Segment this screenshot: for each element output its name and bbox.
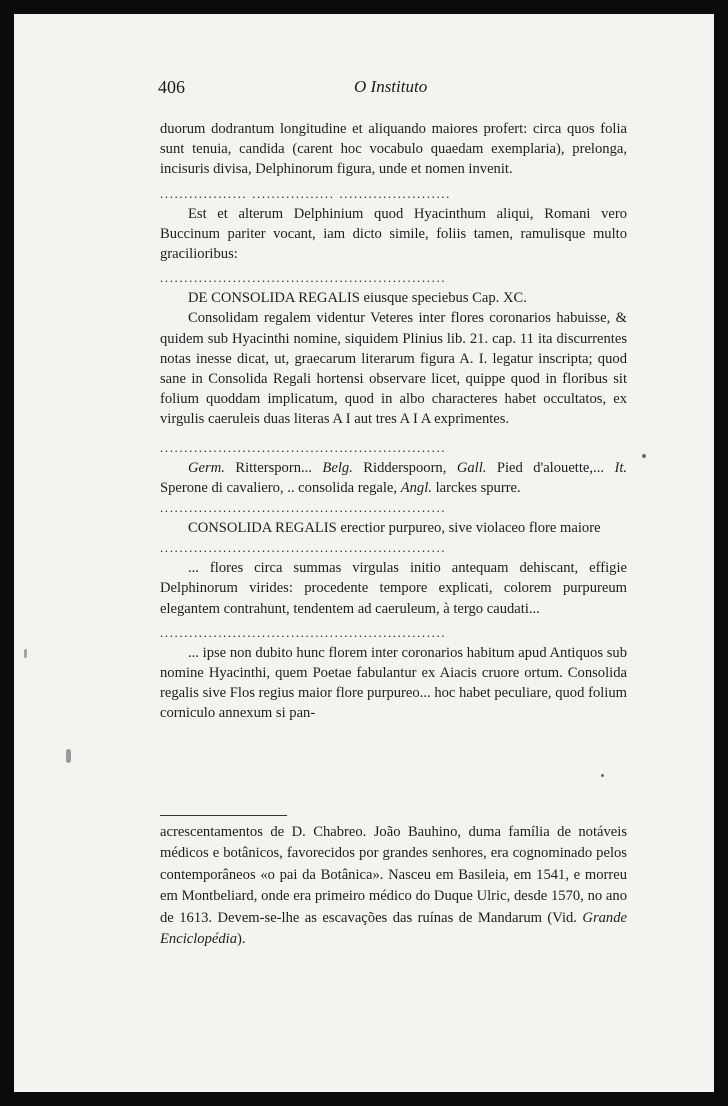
ellipsis-row-4: ...........................................................	[160, 500, 447, 516]
lang-angl: Angl.	[400, 479, 432, 496]
lang-it: It.	[614, 459, 628, 476]
paper-speck	[66, 749, 71, 763]
footnote-rule	[160, 815, 287, 816]
paragraph-5: ... ipse non dubito hunc florem inter coronarios habitum apud Antiquos sub nomine Hyacinthi, quem Poetae fabulantur ex Aiacis cruore ortum. Consolida regalis sive Flos regius maior flore purpureo... hoc habet peculiare, quod folium corniculo annexum si pan-	[160, 644, 627, 722]
paragraph-3: Consolidam regalem videntur Veteres inter flores coronarios habuisse, & quidem sub Hyacinthi nomine, siquidem Plinius lib. 21. cap. 11 ita discurrentes notas inesse dicat, ut, graecarum literarum figura A. I. legatur inscripta; quod sane in Consolida Regali hortensi observare licet, quippe quod in floribus sit folium quoddam implicatum, quod in albo characteres habet occultatos, ex virgulis caeruleis duas literas A I aut tres A I A exprimentes.	[160, 310, 627, 428]
paragraph-4: ... flores circa summas virgulas initio antequam dehiscant, effigie Delphinorum virides: procedente tempore explicati, colorem purpureum elegantem contrahunt, tendentem ad caeruleum, à tergo caudati...	[160, 560, 627, 617]
footnote	[160, 822, 627, 950]
lang-germ: Germ.	[188, 459, 225, 476]
running-title: O Instituto	[354, 77, 428, 96]
ellipsis-row-6: ...........................................................	[160, 624, 447, 640]
ellipsis-row-3: ...........................................................	[160, 439, 447, 455]
footnote-text: acrescentamentos de D. Chabreo. João Bauhino, duma família de notáveis médicos e botânicos, favorecidos por grandes senhores, era cognominado pelos contemporâneos «o pai da Botânica». Nasceu em Basileia, em 1541, e morreu em Montbeliard, onde era primeiro médico do Duque Ulric, desde 1570, no ano de 1613. Devem-se-lhe as escavações das ruínas de Mandarum (Vid. Grande Enciclopédia).	[160, 824, 627, 948]
ellipsis-row-2: ...........................................................	[160, 270, 447, 286]
ellipsis-row-1: .................. ................. .......................	[160, 185, 451, 201]
consolida-line: CONSOLIDA REGALIS erectior purpureo, sive violaceo flore maiore	[188, 520, 601, 537]
paper-speck	[601, 774, 604, 777]
paper-speck	[24, 649, 27, 658]
paragraph-2: Est et alterum Delphinium quod Hyacinthum aliqui, Romani vero Buccinum pariter vocant, iam dicto simile, foliis tamen, ramulisque multo gracilioribus:	[160, 205, 627, 263]
page-number: 406	[158, 77, 185, 97]
book-page	[14, 14, 714, 1092]
vernacular-names: Germ. Rittersporn... Belg. Ridderspoorn, Gall. Pied d'alouette,... It. Sperone di cavaliero, .. consolida regale, Angl. larckes spurre.	[160, 459, 628, 496]
ellipsis-row-5: ...........................................................	[160, 540, 447, 556]
paragraph-1: duorum dodrantum longitudine et aliquando maiores profert: circa quos folia sunt tenuia, candida (carent hoc vocabulo quaedam exemplaria), prelonga, incisuris divisa, Delphinorum figura, unde et nomen invenit.	[160, 121, 627, 178]
paper-speck	[642, 454, 646, 458]
main-text	[160, 119, 627, 724]
lang-belg: Belg.	[322, 459, 353, 476]
footnote-ref: Grande Enciclopédia	[160, 909, 627, 948]
chapter-heading: DE CONSOLIDA REGALIS eiusque speciebus Cap. XC.	[188, 290, 527, 307]
lang-gall: Gall.	[456, 459, 487, 476]
